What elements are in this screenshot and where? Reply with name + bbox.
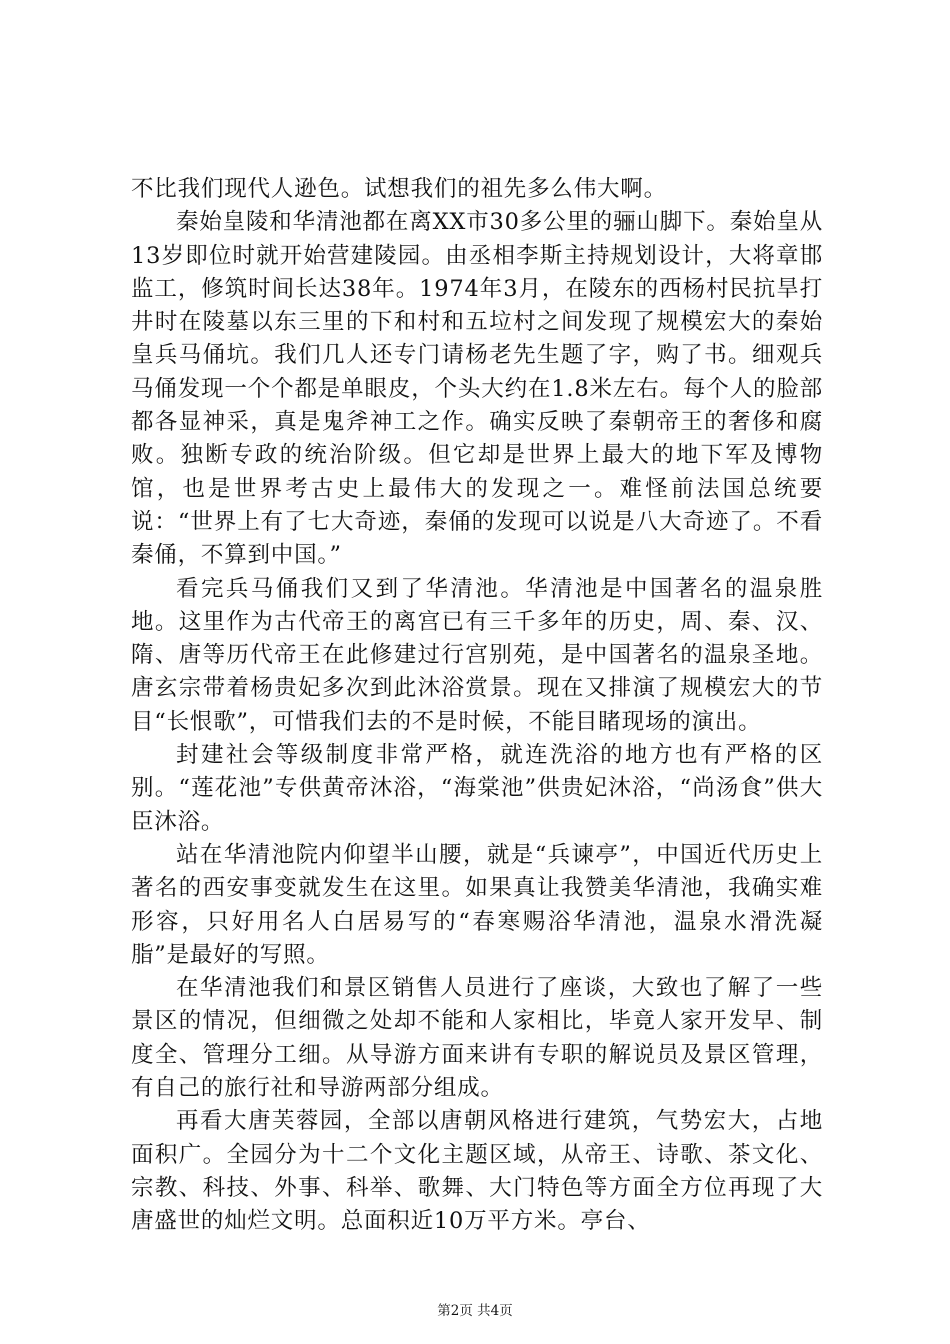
- page-footer: 第2页 共4页: [437, 1303, 513, 1319]
- paragraph-5: 站在华清池院内仰望半山腰，就是“兵谏亭”，中国近代历史上著名的西安事变就发生在这里。如果真让我赞美华清池，我确实难形容，只好用名人白居易写的“春寒赐浴华清池，温泉水滑洗凝脂”是最好的写照。: [131, 841, 823, 968]
- paragraph-4: 封建社会等级制度非常严格，就连洗浴的地方也有严格的区别。“莲花池”专供黄帝沐浴，“海棠池”供贵妃沐浴，“尚汤食”供大臣沐浴。: [131, 742, 823, 835]
- document-body: [131, 173, 823, 1239]
- paragraph-7: 再看大唐芙蓉园，全部以唐朝风格进行建筑，气势宏大，占地面积广。全园分为十二个文化主题区域，从帝王、诗歌、茶文化、宗教、科技、外事、科举、歌舞、大门特色等方面全方位再现了大唐盛世的灿烂文明。总面积近10万平方米。亭台、: [131, 1108, 823, 1235]
- paragraph-1: 不比我们现代人逊色。试想我们的祖先多么伟大啊。: [131, 176, 667, 202]
- paragraph-6: 在华清池我们和景区销售人员进行了座谈，大致也了解了一些景区的情况，但细微之处却不能和人家相比，毕竟人家开发早、制度全、管理分工细。从导游方面来讲有专职的解说员及景区管理，有自己的旅行社和导游两部分组成。: [131, 975, 823, 1102]
- paragraph-3: 看完兵马俑我们又到了华清池。华清池是中国著名的温泉胜地。这里作为古代帝王的离宫已有三千多年的历史，周、秦、汉、隋、唐等历代帝王在此修建过行宫别苑，是中国著名的温泉圣地。唐玄宗带着杨贵妃多次到此沐浴赏景。现在又排演了规模宏大的节目“长恨歌”，可惜我们去的不是时候，不能目睹现场的演出。: [131, 575, 823, 735]
- paragraph-2: 秦始皇陵和华清池都在离XX市30多公里的骊山脚下。秦始皇从13岁即位时就开始营建陵园。由丞相李斯主持规划设计，大将章邯监工，修筑时间长达38年。1974年3月，在陵东的西杨村民抗旱打井时在陵墓以东三里的下和村和五垃村之间发现了规模宏大的秦始皇兵马俑坑。我们几人还专门请杨老先生题了字，购了书。细观兵马俑发现一个个都是单眼皮，个头大约在1.8米左右。每个人的脸部都各显神采，真是鬼斧神工之作。确实反映了秦朝帝王的奢侈和腐败。独断专政的统治阶级。但它却是世界上最大的地下军及博物馆，也是世界考古史上最伟大的发现之一。难怪前法国总统要说：“世界上有了七大奇迹，秦俑的发现可以说是八大奇迹了。不看秦俑，不算到中国。”: [131, 209, 823, 569]
